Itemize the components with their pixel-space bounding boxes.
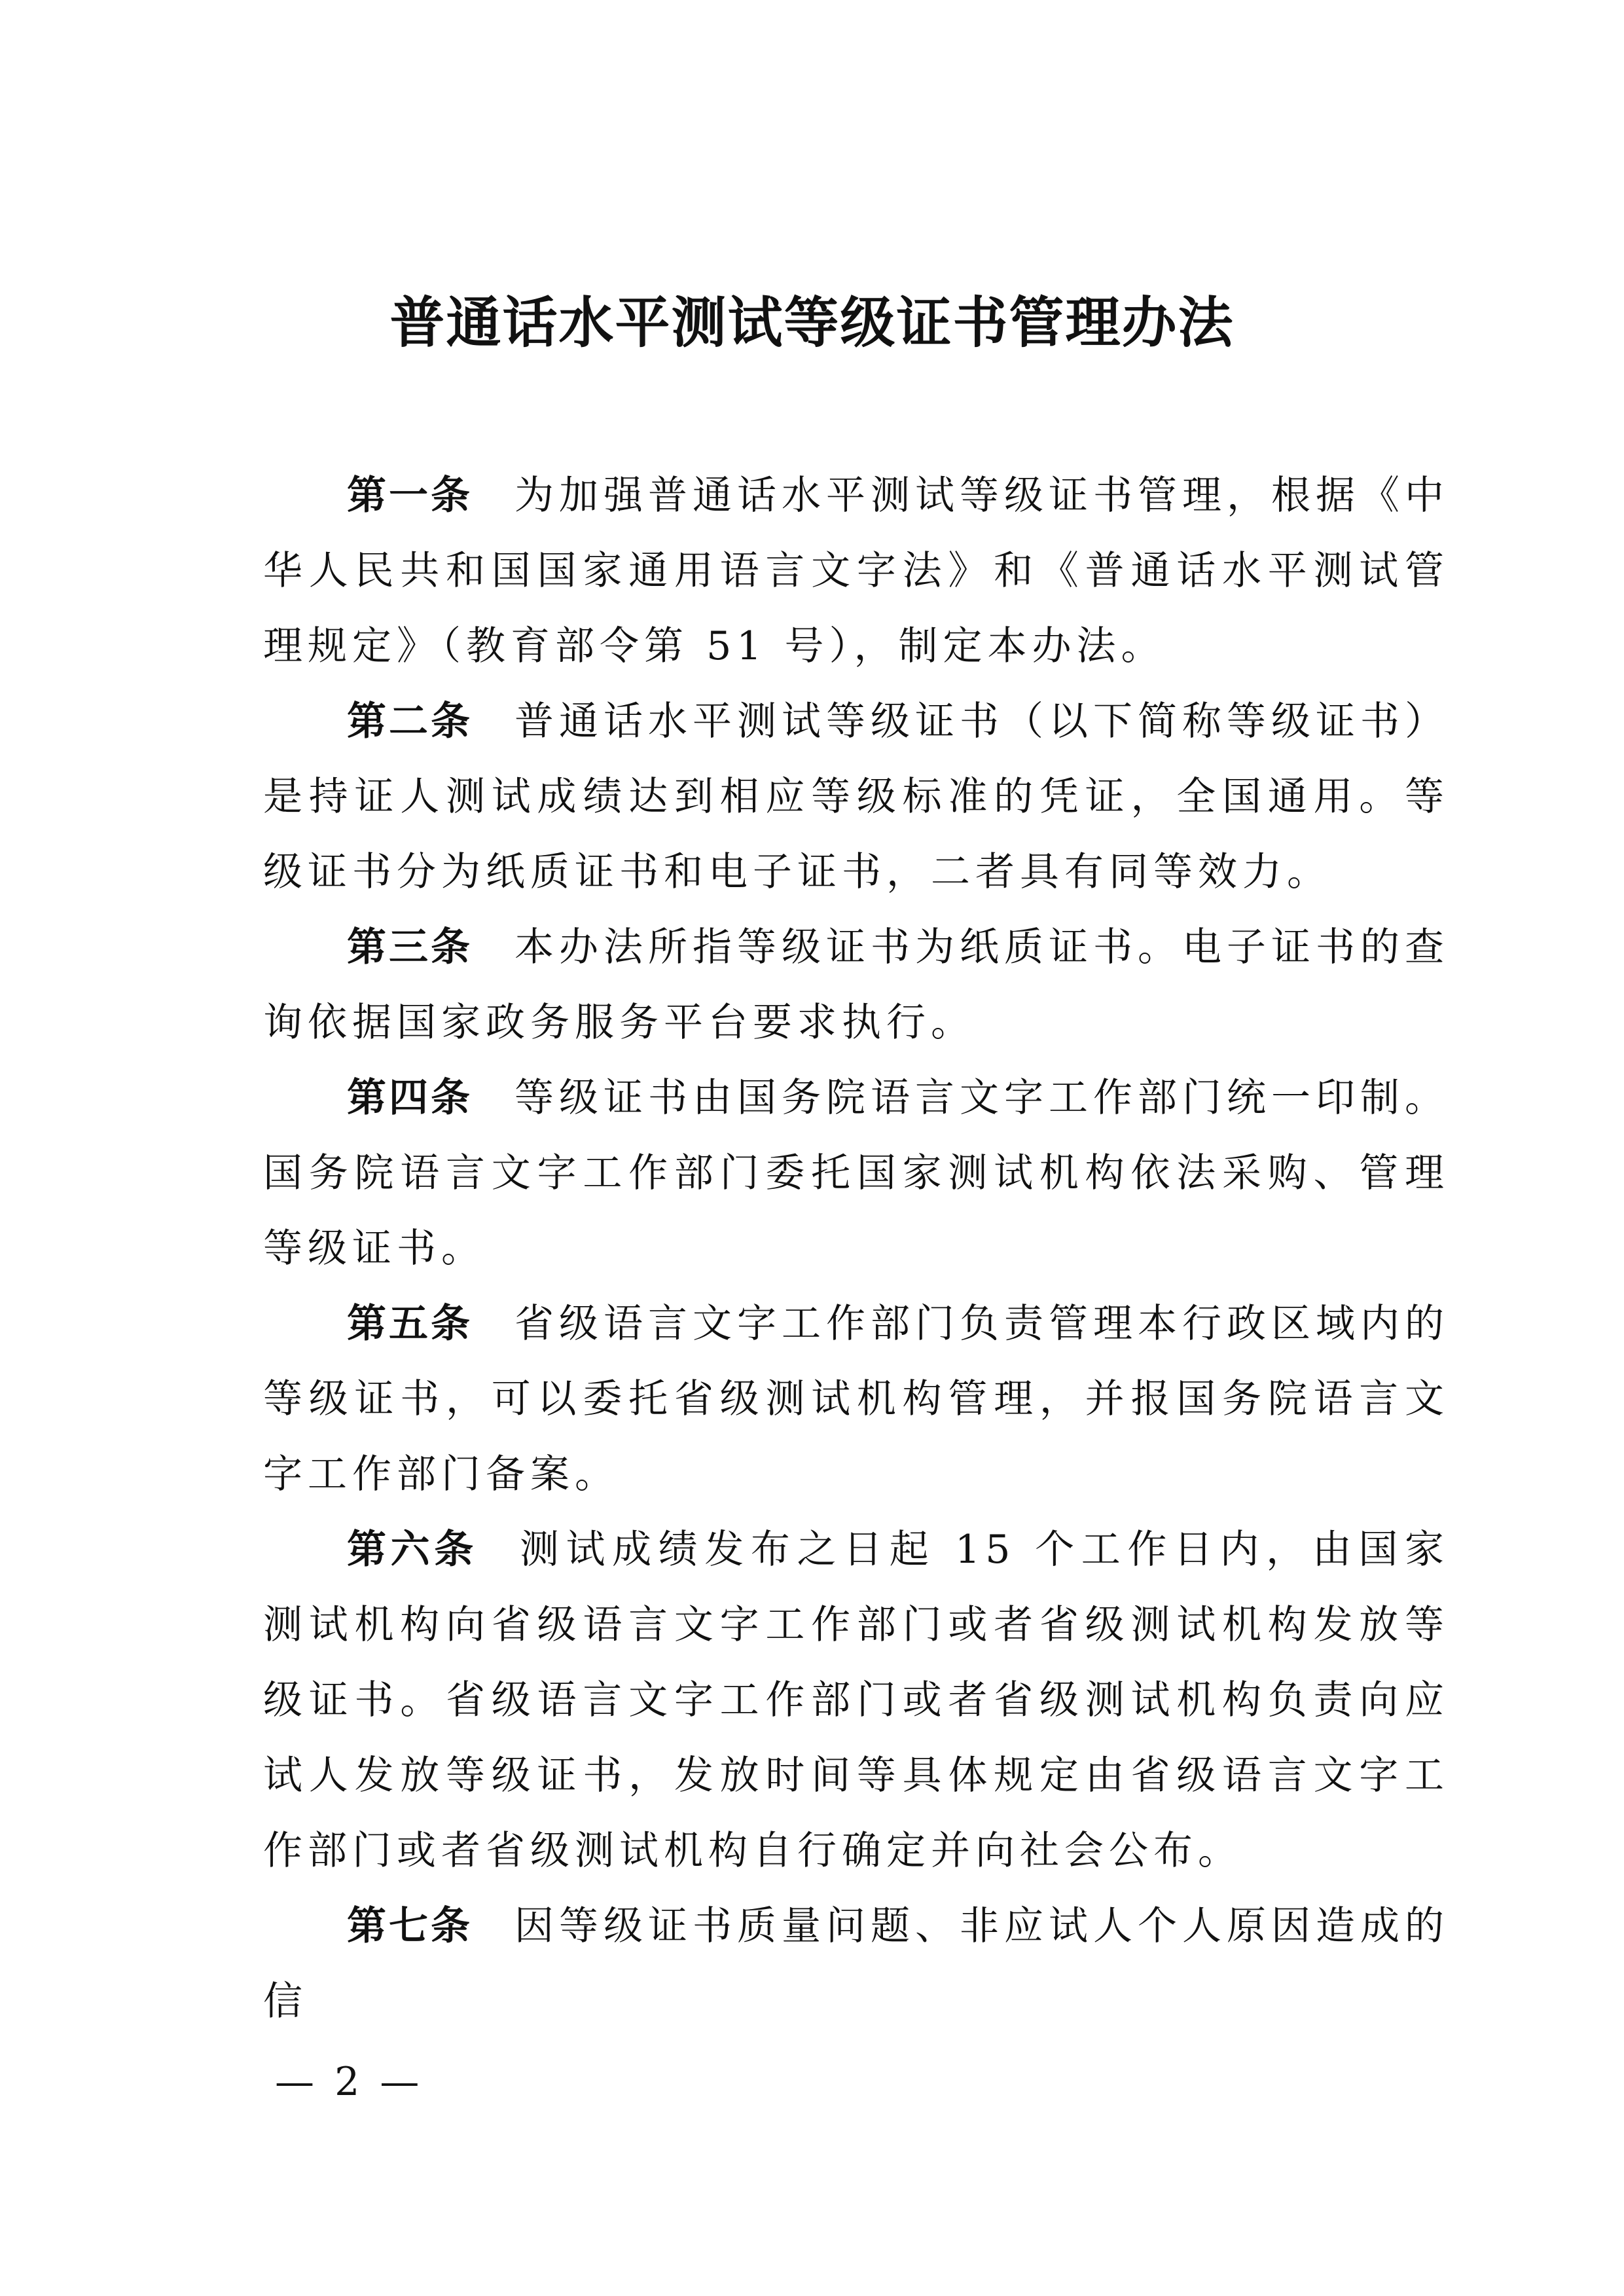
article-text: 等级证书由国务院语言文字工作部门统一印制。国务院语言文字工作部门委托国家测试机构依法采购、管理等级证书。 [263,1075,1449,1271]
article-label: 第五条 [347,1301,473,1347]
article-text: 普通话水平测试等级证书（以下简称等级证书）是持证人测试成绩达到相应等级标准的凭证，全国通用。等级证书分为纸质证书和电子证书，二者具有同等效力。 [263,699,1449,895]
article-7 [263,1889,1449,2039]
article-label: 第六条 [347,1527,478,1573]
article-text: 因等级证书质量问题、非应试人个人原因造成的信 [263,1903,1449,2024]
article-label: 第一条 [347,473,473,519]
article-label: 第三条 [347,924,473,970]
article-text: 本办法所指等级证书为纸质证书。电子证书的查询依据国家政务服务平台要求执行。 [263,924,1449,1046]
document-body [263,458,1449,2039]
article-6 [263,1512,1449,1889]
article-4 [263,1061,1449,1286]
article-1 [263,458,1449,684]
article-3 [263,910,1449,1061]
article-label: 第七条 [347,1903,473,1949]
article-2 [263,684,1449,910]
page-number: — 2 — [275,2059,424,2105]
article-label: 第二条 [347,699,473,744]
article-text: 测试成绩发布之日起 15 个工作日内，由国家测试机构向省级语言文字工作部门或者省级测试机构发放等级证书。省级语言文字工作部门或者省级测试机构负责向应试人发放等级证书，发放时间等具体规定由省级语言文字工作部门或者省级测试机构自行确定并向社会公布。 [263,1527,1449,1874]
article-text: 省级语言文字工作部门负责管理本行政区域内的等级证书，可以委托省级测试机构管理，并报国务院语言文字工作部门备案。 [263,1301,1449,1497]
document-title: 普通话水平测试等级证书管理办法 [389,290,1235,355]
article-5 [263,1286,1449,1512]
article-text: 为加强普通话水平测试等级证书管理，根据《中华人民共和国国家通用语言文字法》和《普通话水平测试管理规定》（教育部令第 51 号），制定本办法。 [263,473,1449,669]
article-label: 第四条 [347,1075,473,1121]
